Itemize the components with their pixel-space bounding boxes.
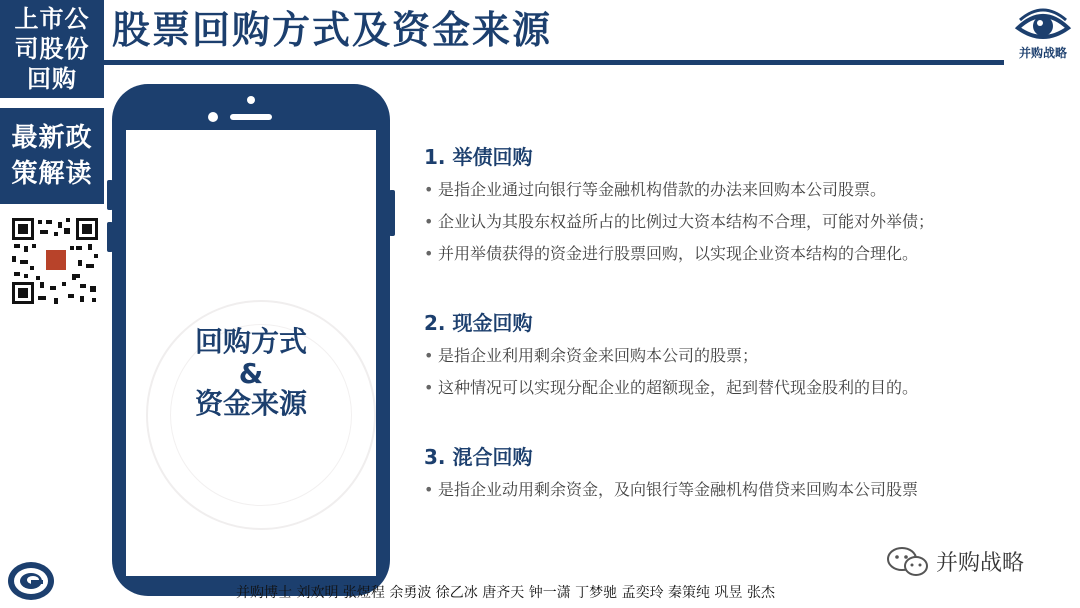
phone-mockup [112, 84, 390, 596]
phone-speaker [230, 114, 272, 120]
sidebar-policy-line: 最新政 [11, 123, 93, 153]
sidebar-policy-line: 策解读 [11, 159, 93, 189]
bullet-item: • 是指企业动用剩余资金，及向银行等金融机构借贷来回购本公司股票 [424, 474, 918, 506]
bullet-item: • 是指企业通过向银行等金融机构借款的办法来回购本公司股票。 [424, 174, 934, 206]
bullet-item: • 是指企业利用剩余资金来回购本公司的股票； [424, 340, 918, 372]
circular-logo-icon [6, 560, 56, 602]
wechat-label: 并购战略 [936, 551, 1025, 576]
bullet-item: • 并用举债获得的资金进行股票回购，以实现企业资本结构的合理化。 [424, 238, 934, 270]
section-title: 1. 举债回购 [424, 145, 533, 169]
section-cash-buyback [424, 306, 918, 404]
bullet-item: • 企业认为其股东权益所占的比例过大资本结构不合理，可能对外举债； [424, 206, 934, 238]
section-debt-buyback [424, 140, 934, 270]
phone-screen-line: 回购方式 [194, 325, 307, 358]
sidebar-title-line: 司股份 [14, 35, 90, 63]
title-divider [104, 60, 1004, 65]
sidebar-title-line: 上市公 [14, 5, 90, 33]
phone-screen [126, 130, 376, 576]
phone-screen-line: 资金来源 [194, 387, 307, 420]
sidebar-title-block [0, 0, 104, 98]
bullet-item: • 这种情况可以实现分配企业的超额现金，起到替代现金股利的目的。 [424, 372, 918, 404]
brand-label: 并购战略 [1018, 46, 1067, 60]
section-title: 3. 混合回购 [424, 445, 533, 469]
page-title: 股票回购方式及资金来源 [112, 8, 553, 52]
phone-camera [208, 112, 218, 122]
section-mixed-buyback [424, 440, 918, 506]
author-credits: 并购博士 刘欢明 张煜程 余勇波 徐乙冰 唐齐天 钟一潇 丁梦驰 孟奕玲 秦策纯 巩昱 张杰 [236, 585, 775, 601]
wechat-account [886, 546, 1024, 577]
sidebar-title-line: 回购 [27, 65, 77, 93]
section-title: 2. 现金回购 [424, 311, 533, 335]
sidebar-policy-block [0, 108, 104, 204]
qr-badge [44, 248, 68, 272]
phone-sensor [247, 96, 255, 104]
phone-screen-line: & [238, 357, 264, 390]
wechat-icon [886, 547, 930, 577]
qr-code-icon [10, 216, 100, 306]
